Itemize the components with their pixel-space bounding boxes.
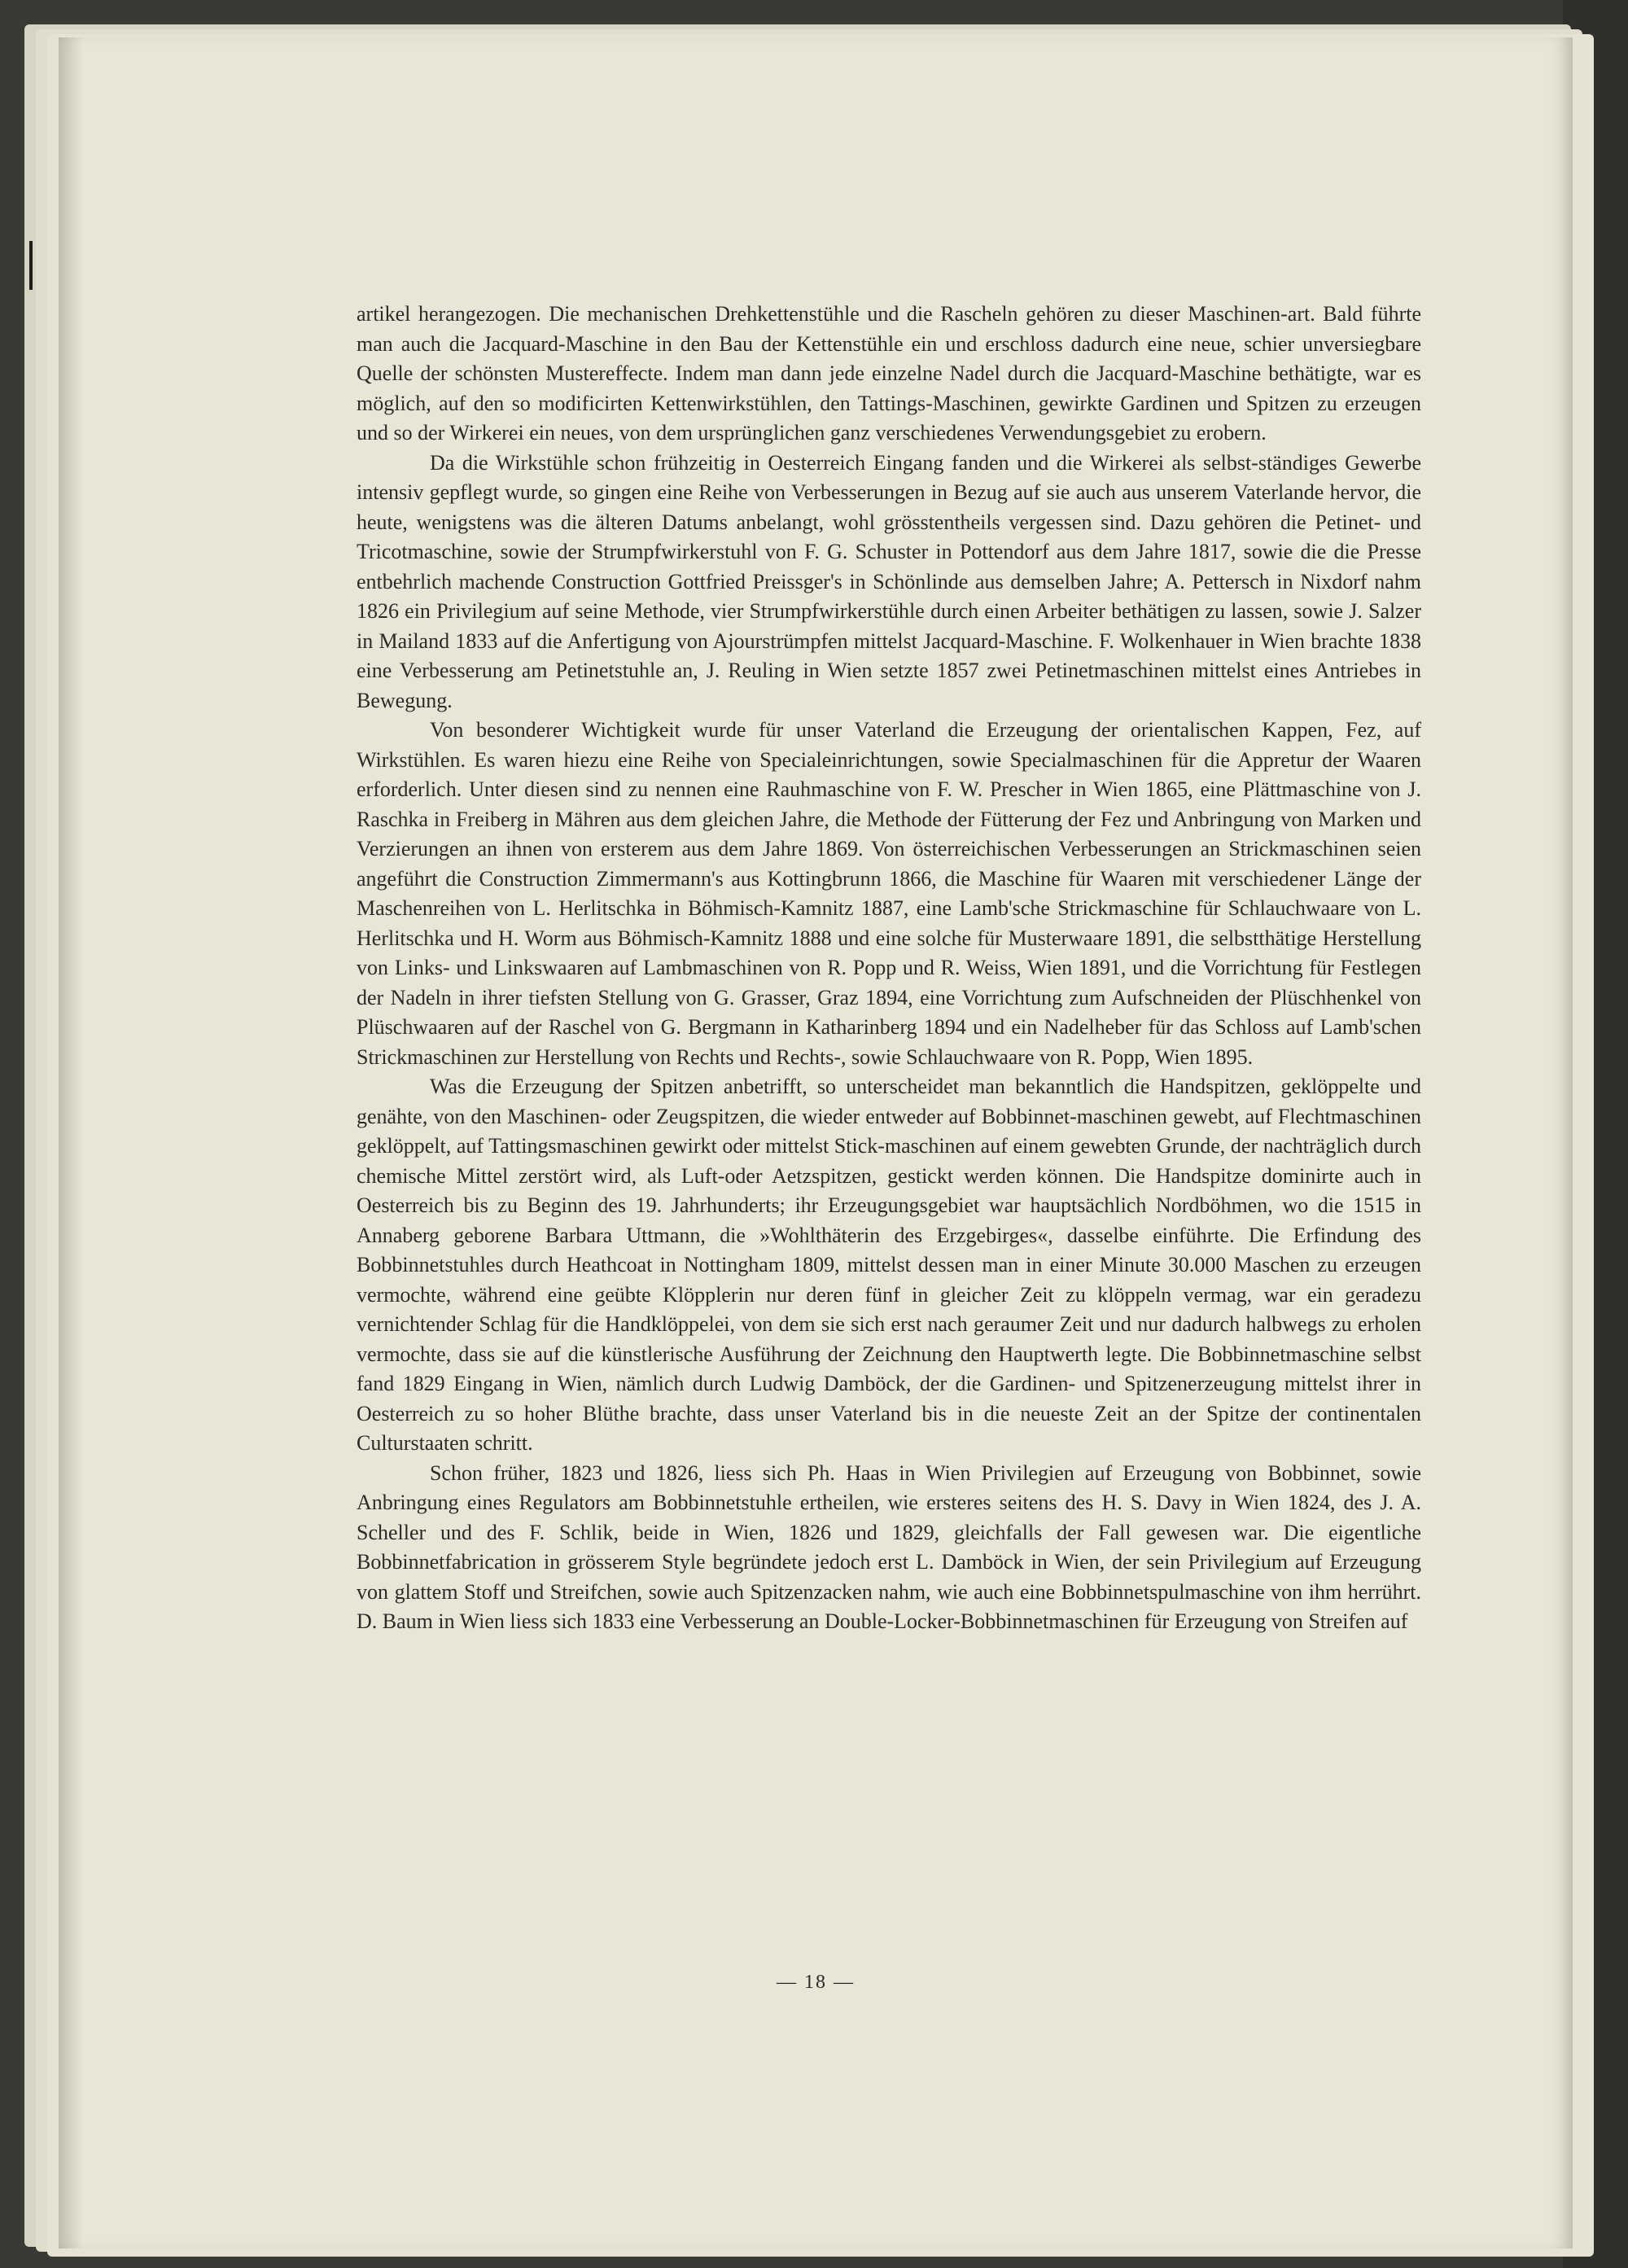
binding-mark bbox=[29, 241, 33, 290]
body-text bbox=[357, 300, 1421, 1637]
paragraph: Von besonderer Wichtigkeit wurde für unser Vaterland die Erzeugung der orientalischen Kappen, Fez, auf Wirkstühlen. Es waren hiezu eine Reihe von Specialeinrichtungen, sowie Specialmaschinen für die Appretur der Waaren erforderlich. Unter diesen sind zu nennen eine Rauhmaschine von F. W. Prescher in Wien 1865, eine Plättmaschine von J. Raschka in Freiberg in Mähren aus dem gleichen Jahre, die Methode der Fütterung der Fez und Anbringung von Marken und Verzierungen an ihnen von ersterem aus dem Jahre 1869. Von österreichischen Verbesserungen an Strickmaschinen seien angeführt die Construction Zimmermann's aus Kottingbrunn 1866, die Maschine für Waaren mit verschiedener Länge der Maschenreihen von L. Herlitschka in Böhmisch-Kamnitz 1887, eine Lamb'sche Strickmaschine für Schlauchwaare von L. Herlitschka und H. Worm aus Böhmisch-Kamnitz 1888 und eine solche für Musterwaare 1891, die selbstthätige Herstellung von Links- und Linkswaaren auf Lambmaschinen von R. Popp und R. Weiss, Wien 1891, und die Vorrichtung für Festlegen der Nadeln in ihrer tiefsten Stellung von G. Grasser, Graz 1894, eine Vorrichtung zum Aufschneiden der Plüschhenkel von Plüschwaaren auf der Raschel von G. Bergmann in Katharinberg 1894 und ein Nadelheber für das Schloss auf Lamb'schen Strickmaschinen zur Herstellung von Rechts und Rechts-, sowie Schlauchwaare von R. Popp, Wien 1895. bbox=[357, 718, 1421, 1069]
paragraph: Was die Erzeugung der Spitzen anbetrifft, so unterscheidet man bekanntlich die Handspitzen, geklöppelte und genähte, von den Maschinen- oder Zeugspitzen, die wieder entweder auf Bobbinnet-maschinen gewebt, auf Flechtmaschinen geklöppelt, auf Tattingsmaschinen gewirkt oder mittelst Stick-maschinen auf einem gewebten Grunde, der nachträglich durch chemische Mittel zerstört wird, als Luft-oder Aetzspitzen, gestickt werden können. Die Handspitze dominirte auch in Oesterreich bis zu Beginn des 19. Jahrhunderts; ihr Erzeugungsgebiet war hauptsächlich Nordböhmen, wo die 1515 in Annaberg geborene Barbara Uttmann, die »Wohlthäterin des Erzgebirges«, dasselbe einführte. Die Erfindung des Bobbinnetstuhles durch Heathcoat in Nottingham 1809, mittelst dessen man in einer Minute 30.000 Maschen zu erzeugen vermochte, während eine geübte Klöpplerin nur deren fünf in gleicher Zeit zu klöppeln vermag, war ein geradezu vernichtender Schlag für die Handklöppelei, von dem sie sich erst nach geraumer Zeit und nur dadurch halbwegs zu erholen vermochte, dass sie auf die künstlerische Ausführung der Zeichnung den Hauptwerth legte. Die Bobbinnetmaschine selbst fand 1829 Eingang in Wien, nämlich durch Ludwig Damböck, der die Gardinen- und Spitzenerzeugung mittelst ihrer in Oesterreich zu so hoher Blüthe brachte, dass unser Vaterland bis in die neueste Zeit an der Spitze der continentalen Culturstaaten schritt. bbox=[357, 1075, 1421, 1455]
page-number: — 18 — bbox=[777, 1972, 855, 1993]
paragraph: Da die Wirkstühle schon frühzeitig in Oesterreich Eingang fanden und die Wirkerei als selbst-ständiges Gewerbe intensiv gepflegt wurde, so gingen eine Reihe von Verbesserungen in Bezug auf sie auch aus unserem Vaterlande hervor, die heute, wenigstens was die älteren Datums anbelangt, wohl grösstentheils vergessen sind. Dazu gehören die Petinet- und Tricotmaschine, sowie der Strumpfwirkerstuhl von F. G. Schuster in Pottendorf aus dem Jahre 1817, sowie die die Presse entbehrlich machende Construction Gottfried Preissger's in Schönlinde aus demselben Jahre; A. Pettersch in Nixdorf nahm 1826 ein Privilegium auf seine Methode, vier Strumpfwirkerstühle durch einen Arbeiter bethätigen zu lassen, sowie J. Salzer in Mailand 1833 auf die Anfertigung von Ajourstrümpfen mittelst Jacquard-Maschine. F. Wolkenhauer in Wien brachte 1838 eine Verbesserung am Petinetstuhle an, J. Reuling in Wien setzte 1857 zwei Petinetmaschinen mittelst eines Antriebes in Bewegung. bbox=[357, 450, 1421, 712]
paragraph: Schon früher, 1823 und 1826, liess sich Ph. Haas in Wien Privilegien auf Erzeugung von Bobbinnet, sowie Anbringung eines Regulators am Bobbinnetstuhle ertheilen, wie ersteres seitens des H. S. Davy in Wien 1824, des J. A. Scheller und des F. Schlik, beide in Wien, 1826 und 1829, gleichfalls der Fall gewesen war. Die eigentliche Bobbinnetfabrication in grösserem Style begründete jedoch erst L. Damböck in Wien, der sein Privilegium auf Erzeugung von glattem Stoff und Streifchen, sowie auch Spitzenzacken nahm, wie auch eine Bobbinnetspulmaschine von ihm herrührt. D. Baum in Wien liess sich 1833 eine Verbesserung an Double-Locker-Bobbinnetmaschinen für Erzeugung von Streifen auf bbox=[357, 1460, 1421, 1633]
book-page bbox=[59, 37, 1573, 2248]
paragraph: artikel herangezogen. Die mechanischen Drehkettenstühle und die Rascheln gehören zu dieser Maschinen-art. Bald führte man auch die Jacquard-Maschine in den Bau der Kettenstühle ein und erschloss dadurch eine neue, schier unversiegbare Quelle der schönsten Mustereffecte. Indem man dann jede einzelne Nadel durch die Jacquard-Maschine bethätigte, war es möglich, auf den so modificirten Kettenwirkstühlen, den Tattings-Maschinen, gewirkte Gardinen und Spitzen zu erzeugen und so der Wirkerei ein neues, von dem ursprünglichen ganz verschiedenes Verwendungsgebiet zu erobern. bbox=[357, 302, 1421, 444]
gutter-shadow bbox=[59, 37, 83, 2248]
